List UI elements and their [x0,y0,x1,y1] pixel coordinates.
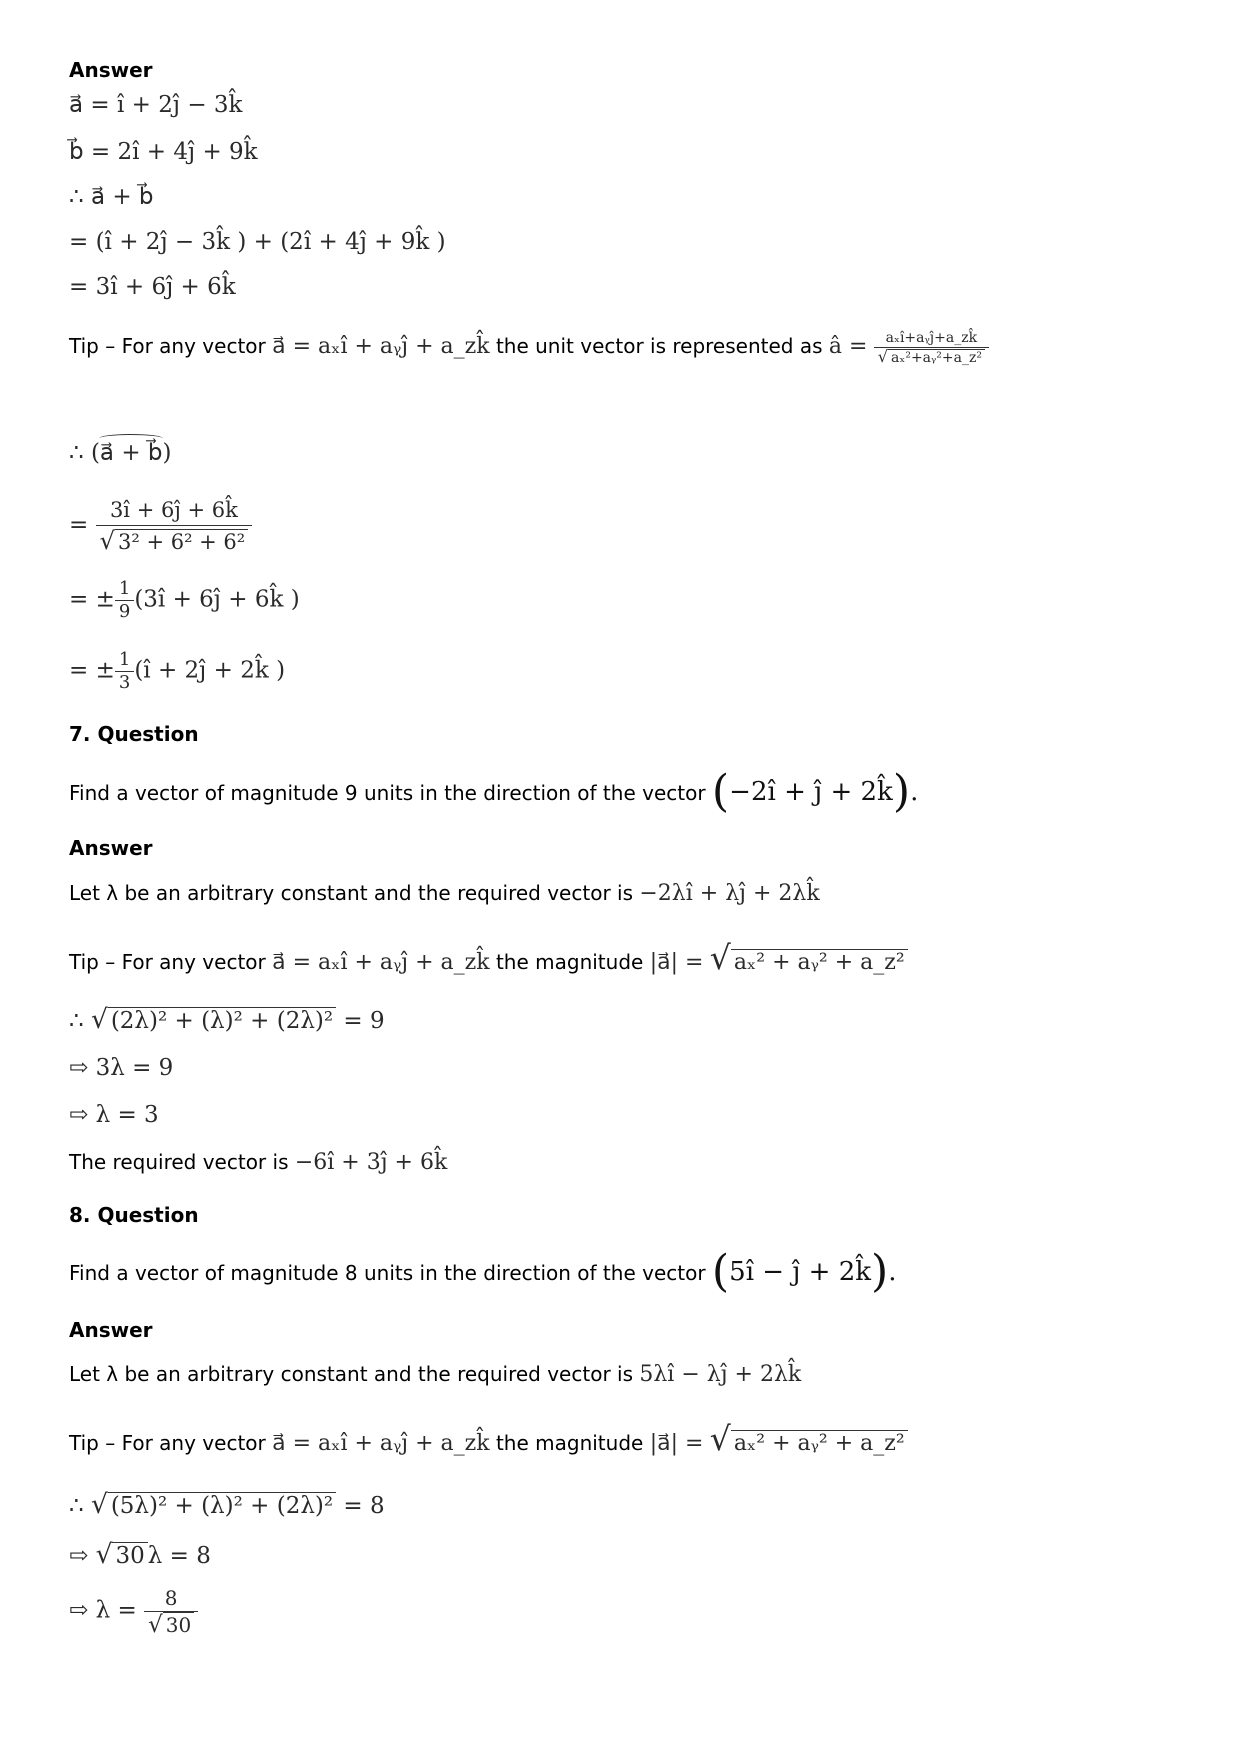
fraction-numerator: 3î + 6ĵ + 6k̂ [96,495,253,526]
step4-prefix: = ± [69,657,115,684]
q8-eq-3: ⇨ λ = $\frac{8}{√ 30}$ [69,1585,198,1638]
q8-eq1-rhs: = 8 [343,1493,385,1519]
q7-eq-1: ∴ √ (2λ)² + (λ)² + (2λ)² = 9 [69,1004,385,1035]
q7-result-vector: −6î + 3ĵ + 6k̂ [294,1150,448,1175]
q8-eq2-prefix: ⇨ [69,1543,89,1569]
q8-eq-1: ∴ √ (5λ)² + (λ)² + (2λ)² = 8 [69,1489,385,1520]
question-8-title: 8. Question [69,1203,199,1227]
sum-step-1: = (î + 2ĵ − 3k̂ ) + (2î + 4ĵ + 9k̂ ) [69,229,446,255]
q8-eq-2: ⇨ √ 30 λ = 8 [69,1539,211,1570]
q7-tip-vector: a⃗ = aₓî + aᵧĵ + a_zk̂ [272,950,490,975]
unit-step-3 [69,578,300,623]
q7-eq1-rhs: = 9 [343,1008,385,1034]
step4-rest: (î + 2ĵ + 2k̂ ) [134,657,286,684]
step4-den: 3 [118,672,131,693]
question-8-text: Find a vector of magnitude 8 units in the direction of the vector (5î − ĵ + 2k̂). [69,1246,897,1297]
q7-result-text: The required vector is [69,1150,289,1174]
answer-heading: Answer [69,58,153,82]
q7-eq1-prefix: ∴ [69,1008,84,1034]
q7-eq-3: ⇨ λ = 3 [69,1102,159,1128]
q8-tip: Tip – For any vector a⃗ = aₓî + aᵧĵ + a_zk̂ the magnitude |a⃗| = √ aₓ² + aᵧ² + a_z² [69,1419,908,1464]
unit-therefore: ∴ [69,440,84,466]
q7-tip: Tip – For any vector a⃗ = aₓî + aᵧĵ + a_zk̂ the magnitude |a⃗| = √ aₓ² + aᵧ² + a_z² [69,938,908,983]
q8-tip-vector: a⃗ = aₓî + aᵧĵ + a_zk̂ [272,1431,490,1456]
q8-eq2-rest: λ = 8 [147,1543,211,1569]
answer-heading-8: Answer [69,1318,153,1342]
q7-direction-vector: −2î + ĵ + 2k̂ [729,777,893,807]
tip-ahat: â = [828,334,868,359]
unit-vector-of-sum [69,441,172,465]
q8-tip-magnitude: |a⃗| = [649,1431,704,1456]
q8-tip-middle: the magnitude [495,1431,644,1455]
q8-eq1-prefix: ∴ [69,1493,84,1519]
step3-num: 1 [115,578,134,601]
tip-middle: the unit vector is represented as [495,334,823,358]
unit-fraction-step: = $\frac{3î + 6ĵ + 6k̂}{\text{√ 3² + 6² + 6²}}$ [69,495,252,557]
q8-let-text: Let λ be an arbitrary constant and the required vector is [69,1362,633,1386]
tip-vector: a⃗ = aₓî + aᵧĵ + a_zk̂ [272,334,490,359]
q7-tip-prefix: Tip – For any vector [69,950,266,974]
q8-eq3-den: 30 [163,1612,194,1637]
q7-eq-2: ⇨ 3λ = 9 [69,1055,174,1081]
q8-eq2-root: 30 [112,1542,147,1569]
answer-heading-7: Answer [69,836,153,860]
q8-eq3-num: 8 [144,1585,198,1612]
unit-vector-tip [69,322,989,371]
q8-direction-vector: 5î − ĵ + 2k̂ [729,1257,872,1287]
q8-let-line [69,1362,801,1387]
unit-vector-formula: $\frac{\text{aₓî+aᵧĵ+a\_zk̂}}{\text{√ aₓ²+aᵧ²+a\_z²}}$ [874,329,989,367]
q7-tip-root: aₓ² + aᵧ² + a_z² [731,949,908,975]
tip-prefix: Tip – For any vector [69,334,266,358]
question-7-title: 7. Question [69,722,199,746]
q7-result [69,1150,447,1175]
question-7-text: Find a vector of magnitude 9 units in the direction of the vector (−2î + ĵ + 2k̂). [69,766,919,817]
fraction-denominator: 3² + 6² + 6² [115,529,248,554]
q8-question-text: Find a vector of magnitude 8 units in the direction of the vector [69,1261,706,1285]
sum-step-2: = 3î + 6ĵ + 6k̂ [69,274,236,300]
step3-prefix: = ± [69,586,115,613]
q7-tip-middle: the magnitude [495,950,644,974]
q7-tip-magnitude: |a⃗| = [649,950,704,975]
q8-let-vector: 5λî − λĵ + 2λk̂ [639,1362,802,1387]
equals-sign: = [69,512,89,538]
step3-den: 9 [118,601,131,622]
unit-step-4 [69,649,285,694]
vector-a-definition: a⃗ = î + 2ĵ − 3k̂ [69,92,243,118]
q8-eq1-root: (5λ)² + (λ)² + (2λ)² [108,1492,336,1519]
unit-expression: (a⃗ + b⃗) [90,440,172,466]
formula-numerator: aₓî+aᵧĵ+a_zk̂ [874,329,989,348]
q7-let-vector: −2λî + λĵ + 2λk̂ [639,881,820,906]
formula-denominator: aₓ²+aᵧ²+a_z² [888,349,985,366]
q7-let-line [69,881,820,906]
q7-let-text: Let λ be an arbitrary constant and the required vector is [69,881,633,905]
vector-b-definition: b⃗ = 2î + 4ĵ + 9k̂ [69,139,258,165]
q7-question-text: Find a vector of magnitude 9 units in the direction of the vector [69,781,706,805]
step4-num: 1 [115,649,134,672]
sum-therefore: ∴ a⃗ + b⃗ [69,184,154,210]
step3-rest: (3î + 6ĵ + 6k̂ ) [134,586,300,613]
q8-eq3-prefix: ⇨ λ = [69,1597,137,1624]
q8-tip-prefix: Tip – For any vector [69,1431,266,1455]
q7-eq1-root: (2λ)² + (λ)² + (2λ)² [108,1007,336,1034]
q8-tip-root: aₓ² + aᵧ² + a_z² [731,1430,908,1456]
